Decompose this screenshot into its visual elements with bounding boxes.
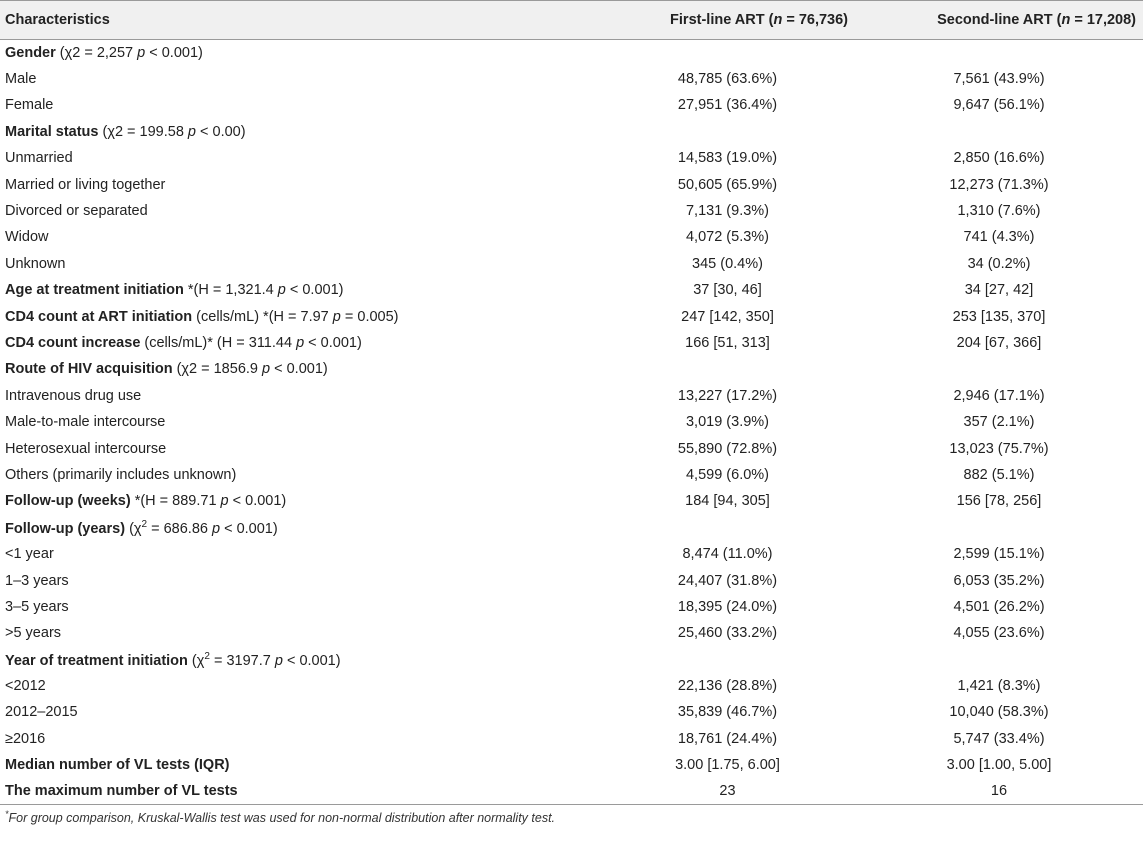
- second-line-value: 12,273 (71.3%): [949, 176, 1049, 193]
- p-symbol: p: [187, 123, 196, 140]
- section-year-initiation: [0, 646, 1143, 672]
- second-line-value: 204 [67, 366]: [956, 334, 1042, 351]
- first-line-value: 23: [600, 778, 855, 804]
- table-row: [0, 726, 1143, 752]
- second-line-value: 16: [855, 778, 1143, 804]
- row-label: 1–3 years: [5, 572, 69, 589]
- second-line-value: 10,040 (58.3%): [949, 704, 1049, 721]
- first-line-value: 3.00 [1.75, 6.00]: [675, 757, 780, 774]
- section-stat: (χ2 = 1856.9: [172, 361, 262, 378]
- section-label: Marital status: [5, 123, 99, 140]
- p-symbol: p: [137, 44, 146, 61]
- section-stat-mid: = 686.86: [147, 520, 212, 537]
- second-line-value: 357 (2.1%): [963, 414, 1035, 431]
- row-label: Unknown: [5, 255, 66, 272]
- row-label: Female: [5, 97, 54, 114]
- p-symbol: p: [277, 282, 286, 299]
- table-row: [0, 145, 1143, 171]
- section-median-vl: [0, 752, 600, 778]
- row-label: >5 years: [5, 625, 62, 642]
- first-line-value: 22,136 (28.8%): [677, 678, 778, 695]
- row-label: Unmarried: [5, 150, 73, 167]
- row-label: 3–5 years: [5, 598, 69, 615]
- section-label: The maximum number of VL tests: [5, 783, 238, 800]
- first-line-value: 50,605 (65.9%): [677, 176, 778, 193]
- row-label: Others (primarily includes unknown): [5, 466, 237, 483]
- first-line-value: 24,407 (31.8%): [677, 572, 778, 589]
- second-line-value: 156 [78, 256]: [956, 493, 1042, 510]
- table-row: [0, 303, 1143, 329]
- row-label: 2012–2015: [5, 704, 78, 721]
- second-line-value: 4,501 (26.2%): [953, 598, 1045, 615]
- header-characteristics: Characteristics: [0, 1, 600, 40]
- footnote-text: For group comparison, Kruskal-Wallis test was used for non-normal distribution after normality test.: [8, 811, 556, 826]
- table-row: [0, 567, 1143, 593]
- header-second-line-n: n: [1061, 12, 1071, 28]
- first-line-value: 166 [51, 313]: [685, 334, 770, 351]
- header-first-line-n: n: [773, 12, 783, 28]
- row-label: Married or living together: [5, 176, 166, 193]
- section-stat-tail: < 0.00): [196, 123, 246, 140]
- table-row: [0, 356, 1143, 382]
- first-line-value: 13,227 (17.2%): [677, 387, 778, 404]
- first-line-value: 7,131 (9.3%): [685, 203, 770, 220]
- first-line-value: 3,019 (3.9%): [685, 414, 770, 431]
- header-first-line-pre: First-line ART (: [670, 12, 774, 28]
- second-line-value: 34 [27, 42]: [964, 282, 1034, 299]
- section-stat-tail: < 0.001): [228, 493, 287, 510]
- section-route: [0, 356, 1143, 382]
- section-stat-tail: < 0.001): [285, 282, 344, 299]
- section-label: Year of treatment initiation: [5, 652, 188, 669]
- first-line-value: 8,474 (11.0%): [682, 546, 773, 563]
- table-header: [0, 1, 1143, 40]
- table-row: [0, 620, 1143, 646]
- row-label: Widow: [5, 229, 49, 246]
- p-symbol: p: [211, 520, 221, 537]
- p-symbol: p: [332, 308, 341, 325]
- first-line-value: 345 (0.4%): [692, 255, 763, 272]
- footnote-mark: *: [5, 809, 9, 819]
- table-row: [0, 251, 1143, 277]
- second-line-value: 2,599 (15.1%): [953, 546, 1045, 563]
- section-label: Gender: [5, 44, 56, 61]
- section-label: Follow-up (years): [5, 520, 126, 537]
- p-symbol: p: [262, 361, 271, 378]
- table-row: [0, 383, 1143, 409]
- table-row: [0, 673, 1143, 699]
- first-line-value: 55,890 (72.8%): [677, 440, 778, 457]
- table-row: [0, 462, 1143, 488]
- section-stat-tail: = 0.005): [340, 308, 399, 325]
- second-line-value: 741 (4.3%): [963, 229, 1035, 246]
- table-row: [0, 699, 1143, 725]
- table-row: [0, 198, 1143, 224]
- table-row: [0, 92, 1143, 118]
- header-first-line: [600, 1, 855, 40]
- header-second-line-post: = 17,208): [1070, 12, 1136, 28]
- section-stat-tail: < 0.001): [220, 520, 278, 537]
- table-row: [0, 752, 1143, 778]
- first-line-value: 35,839 (46.7%): [677, 704, 778, 721]
- header-row: [0, 1, 1143, 40]
- first-line-value: 27,951 (36.4%): [677, 97, 778, 114]
- p-symbol: p: [220, 493, 229, 510]
- section-follow-up-weeks: [0, 488, 600, 514]
- header-second-line: [855, 1, 1143, 40]
- header-first-line-post: = 76,736): [782, 12, 848, 28]
- second-line-value: 7,561 (43.9%): [953, 71, 1045, 88]
- p-symbol: p: [274, 652, 283, 669]
- second-line-value: 2,946 (17.1%): [953, 387, 1045, 404]
- table-row: [0, 488, 1143, 514]
- second-line-value: 34 (0.2%): [967, 255, 1031, 272]
- second-line-value: 253 [135, 370]: [952, 308, 1046, 325]
- row-label: Male: [5, 71, 37, 88]
- section-marital-status: [0, 119, 1143, 145]
- table-row: [0, 515, 1143, 541]
- table-row: [0, 594, 1143, 620]
- second-line-value: 9,647 (56.1%): [953, 97, 1045, 114]
- first-line-value: 247 [142, 350]: [681, 308, 774, 325]
- section-max-vl: [0, 778, 600, 804]
- first-line-value: 4,072 (5.3%): [685, 229, 770, 246]
- section-label: Age at treatment initiation: [5, 282, 184, 299]
- second-line-value: 4,055 (23.6%): [953, 625, 1045, 642]
- superscript: 2: [204, 650, 210, 662]
- second-line-value: 13,023 (75.7%): [949, 440, 1049, 457]
- section-stat: (χ2 = 2,257: [55, 44, 138, 61]
- second-line-value: 5,747 (33.4%): [953, 730, 1045, 747]
- section-stat: (χ: [125, 520, 142, 537]
- row-label: <1 year: [5, 546, 54, 563]
- table-footnote: [5, 809, 555, 825]
- section-age: [0, 277, 600, 303]
- section-stat-tail: < 0.001): [304, 334, 362, 351]
- second-line-value: 6,053 (35.2%): [953, 572, 1045, 589]
- section-cd4-increase: [0, 330, 600, 356]
- table-row: [0, 40, 1143, 66]
- section-stat: (cells/mL)* (H = 311.44: [140, 334, 297, 351]
- first-line-value: 18,761 (24.4%): [677, 730, 778, 747]
- superscript: 2: [141, 518, 148, 530]
- table-row: [0, 277, 1143, 303]
- p-symbol: p: [296, 334, 305, 351]
- second-line-value: 1,310 (7.6%): [957, 203, 1041, 220]
- section-label: CD4 count at ART initiation: [5, 308, 193, 325]
- first-line-value: 25,460 (33.2%): [677, 625, 778, 642]
- first-line-value: 14,583 (19.0%): [677, 150, 778, 167]
- section-label: CD4 count increase: [5, 334, 141, 351]
- table-row: [0, 409, 1143, 435]
- header-second-line-pre: Second-line ART (: [937, 12, 1062, 28]
- section-stat: (cells/mL) *(H = 7.97: [192, 308, 333, 325]
- section-stat-tail: < 0.001): [270, 361, 328, 378]
- table-row: [0, 224, 1143, 250]
- table-row: [0, 541, 1143, 567]
- table-row: [0, 171, 1143, 197]
- section-follow-up-years: [0, 515, 1143, 541]
- section-stat-tail: < 0.001): [282, 652, 341, 669]
- row-label: Heterosexual intercourse: [5, 440, 167, 457]
- section-gender: [0, 40, 1143, 66]
- first-line-value: 18,395 (24.0%): [677, 598, 778, 615]
- second-line-value: 1,421 (8.3%): [957, 678, 1041, 695]
- table-row: [0, 646, 1143, 672]
- first-line-value: 37 [30, 46]: [693, 282, 762, 299]
- section-stat: (χ: [187, 652, 205, 669]
- section-stat: (χ2 = 199.58: [98, 123, 188, 140]
- second-line-value: 3.00 [1.00, 5.00]: [946, 757, 1052, 774]
- table-row: [0, 119, 1143, 145]
- second-line-value: 882 (5.1%): [963, 466, 1035, 483]
- row-label: Intravenous drug use: [5, 387, 142, 404]
- section-label: Median number of VL tests (IQR): [5, 757, 230, 774]
- row-label: Divorced or separated: [5, 203, 148, 220]
- section-stat: *(H = 889.71: [130, 493, 221, 510]
- table-row: [0, 435, 1143, 461]
- section-stat: *(H = 1,321.4: [183, 282, 278, 299]
- table-row: [0, 330, 1143, 356]
- first-line-value: 4,599 (6.0%): [685, 466, 770, 483]
- row-label: Male-to-male intercourse: [5, 414, 166, 431]
- section-label: Follow-up (weeks): [5, 493, 131, 510]
- table-row: [0, 66, 1143, 92]
- table-row: [0, 778, 1143, 804]
- first-line-value: 184 [94, 305]: [685, 493, 770, 510]
- table-body: [0, 40, 1143, 805]
- first-line-value: 48,785 (63.6%): [677, 71, 778, 88]
- section-label: Route of HIV acquisition: [5, 361, 173, 378]
- second-line-value: 2,850 (16.6%): [953, 150, 1045, 167]
- section-stat-tail: < 0.001): [145, 44, 203, 61]
- row-label: <2012: [5, 678, 46, 695]
- section-stat-mid: = 3197.7: [209, 652, 275, 669]
- row-label: ≥2016: [5, 730, 46, 747]
- section-cd4-initiation: [0, 303, 600, 329]
